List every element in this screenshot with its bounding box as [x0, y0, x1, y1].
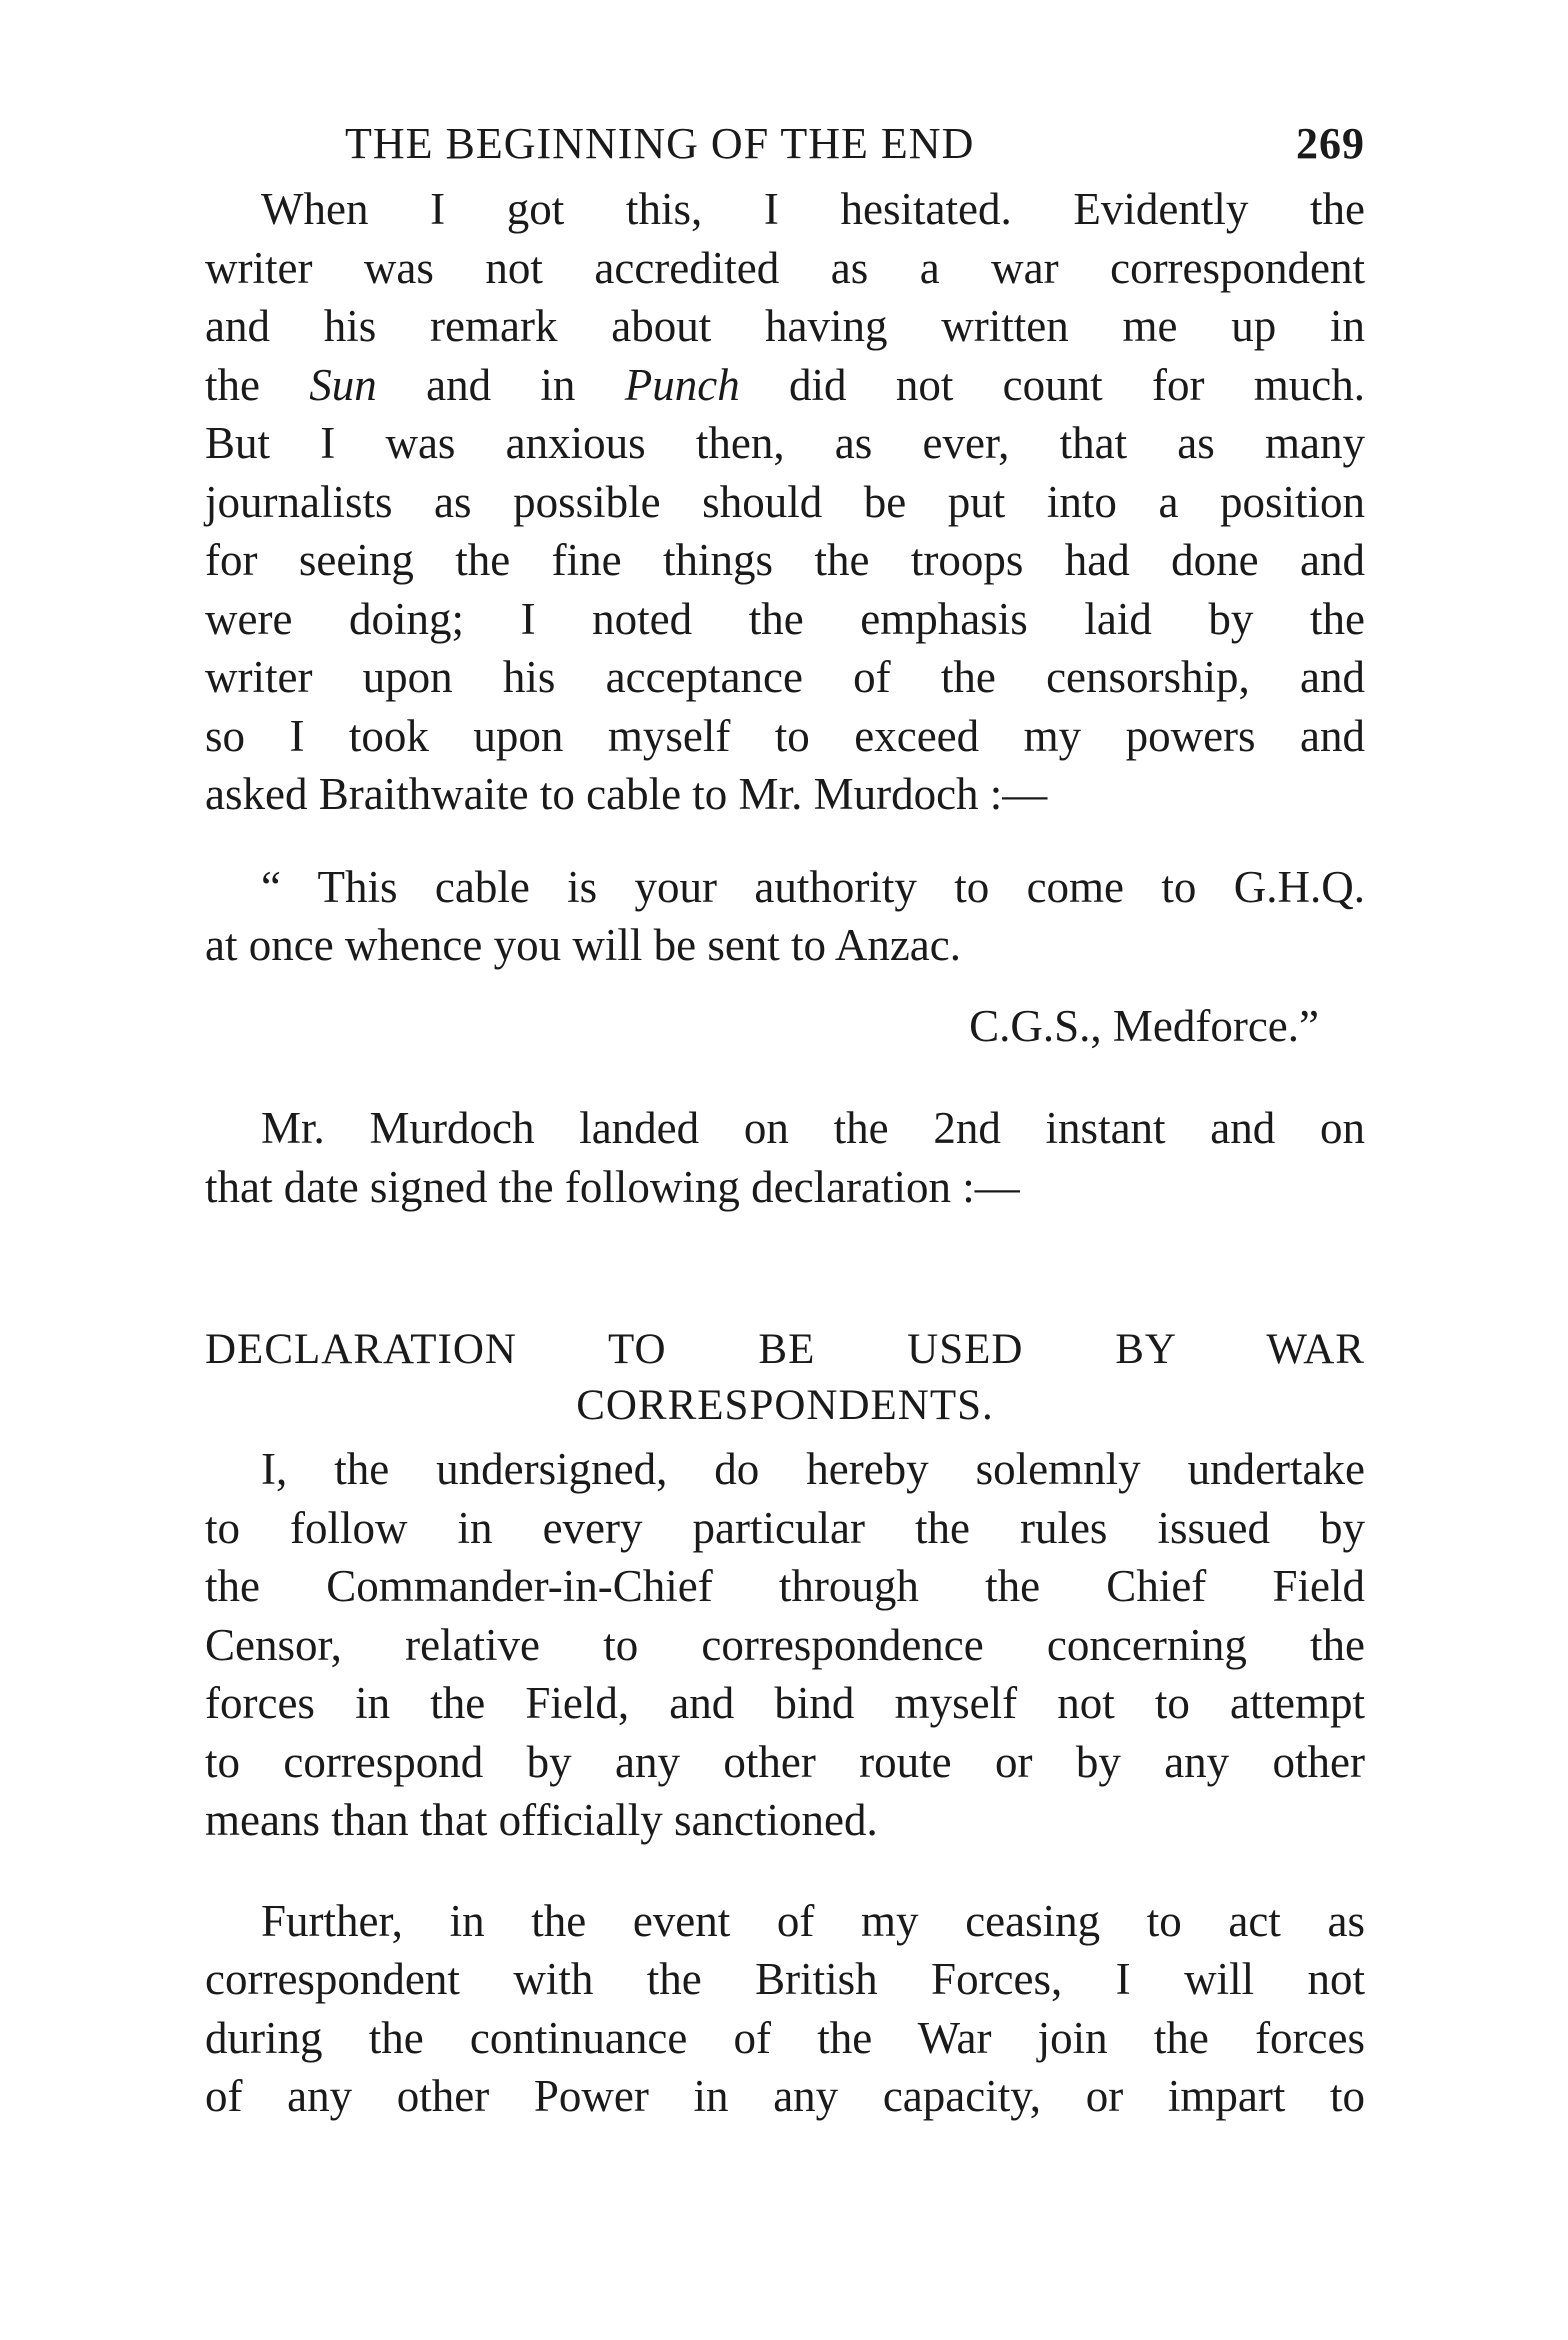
text-fragment: the: [205, 359, 310, 410]
text-line: of any other Power in any capacity, or impart to: [205, 2071, 1365, 2121]
book-page: [205, 118, 1365, 2126]
text-line: asked Braithwaite to cable to Mr. Murdoch :—: [205, 769, 1048, 819]
text-line: during the continuance of the War join the forces: [205, 2012, 1365, 2063]
declaration-paragraph-further: [205, 1892, 1365, 2126]
text-line: “ This cable is your authority to come to G.H.Q.: [261, 861, 1365, 912]
text-line: were doing; I noted the emphasis laid by the: [205, 593, 1365, 644]
text-line: at once whence you will be sent to Anzac.: [205, 920, 961, 970]
text-line: Censor, relative to correspondence concerning the: [205, 1619, 1365, 1670]
newspaper-title-sun: Sun: [309, 359, 377, 410]
paragraph-landing: [205, 1099, 1365, 1216]
text-line: writer upon his acceptance of the censorship, and: [205, 652, 1365, 702]
text-line: to correspond by any other route or by any other: [205, 1736, 1365, 1787]
heading-line: CORRESPONDENTS.: [576, 1382, 994, 1429]
text-line: But I was anxious then, as ever, that as many: [205, 418, 1365, 468]
text-line: writer was not accredited as a war correspondent: [205, 242, 1365, 293]
declaration-paragraph-undertaking: [205, 1440, 1365, 1850]
running-title: THE BEGINNING OF THE END: [345, 119, 975, 168]
text-line: I, the undersigned, do hereby solemnly undertake: [261, 1444, 1365, 1494]
text-line: Further, in the event of my ceasing to act as: [261, 1895, 1365, 1946]
cable-signature: C.G.S., Medforce.”: [969, 1000, 1319, 1051]
text-line: Mr. Murdoch landed on the 2nd instant and on: [261, 1103, 1365, 1153]
heading-line: DECLARATION TO BE USED BY WAR: [205, 1326, 1365, 1373]
cable-quote: [205, 858, 1365, 975]
text-line: forces in the Field, and bind myself not to attempt: [205, 1678, 1365, 1728]
newspaper-title-punch: Punch: [624, 359, 740, 410]
text-line: the Commander-in-Chief through the Chief Field: [205, 1561, 1365, 1611]
text-line: to follow in every particular the rules issued by: [205, 1502, 1365, 1553]
text-fragment: did not count for much.: [739, 359, 1365, 410]
text-line-sun-punch: [205, 356, 1365, 415]
text-line: correspondent with the British Forces, I will not: [205, 1954, 1365, 2004]
page-number: 269: [1296, 119, 1365, 168]
declaration-heading: [205, 1322, 1365, 1434]
text-line: journalists as possible should be put into a position: [205, 476, 1365, 527]
text-line: for seeing the fine things the troops had done and: [205, 535, 1365, 585]
running-head: [345, 118, 1365, 180]
text-line: so I took upon myself to exceed my powers and: [205, 710, 1365, 761]
text-fragment: and in: [376, 359, 625, 410]
text-line: means than that officially sanctioned.: [205, 1795, 878, 1845]
text-line: and his remark about having written me up in: [205, 301, 1365, 351]
paragraph-hesitation: [205, 180, 1365, 824]
text-line: that date signed the following declaration :—: [205, 1161, 1020, 1212]
text-line: When I got this, I hesitated. Evidently the: [261, 184, 1365, 234]
